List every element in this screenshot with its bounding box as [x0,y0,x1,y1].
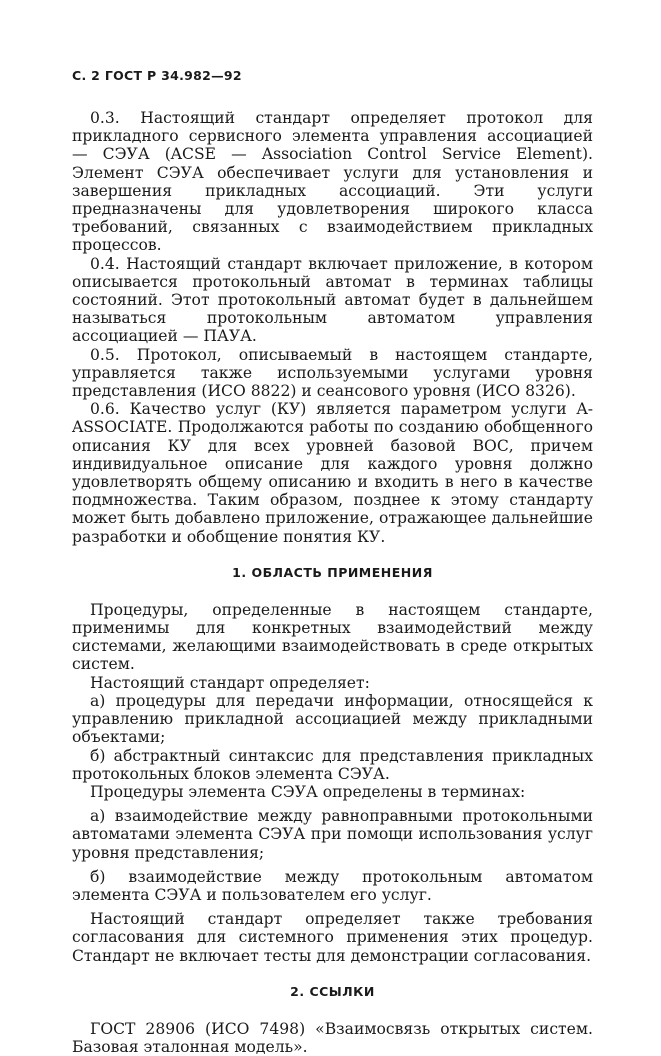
paragraph-0-3: 0.3. Настоящий стандарт определяет протокол для прикладного сервисного элемента управления ассоциацией — СЭУА (ACSE — Association Control Service Element). Элемент СЭУА обеспечивает услуги для установления и завершения прикладных ассоциаций. Эти услуги предназначены для удовлетворения широкого класса требований, связанных с взаимодействием прикладных процессов. [72,109,593,255]
scope-list-item-a2: а) взаимодействие между равноправными протокольными автоматами элемента СЭУА при помощи использования услуг уровня представления; [72,807,593,862]
paragraph-0-4: 0.4. Настоящий стандарт включает приложение, в котором описывается протокольный автомат в терминах таблицы состояний. Этот протокольный автомат будет в дальнейшем называться протокольным автоматом управления ассоциацией — ПАУА. [72,254,593,346]
scope-list-item-b: б) абстрактный синтаксис для представления прикладных протокольных блоков элемента СЭУА. [72,746,593,783]
paragraph-0-6: 0.6. Качество услуг (КУ) является параметром услуги A-ASSOCIATE. Продолжаются работы по созданию обобщенного описания КУ для всех уровней базовой ВОС, причем индивидуальное описание для каждого уровня должно удовлетворять общему описанию и входить в него в качестве подмножества. Таким образом, позднее к этому стандарту может быть добавлено приложение, отражающее дальнейшие разработки и обобщение понятия КУ. [72,400,593,546]
section-2-heading: 2. ССЫЛКИ [290,983,375,999]
scope-paragraph-3: Процедуры элемента СЭУА определены в терминах: [90,782,526,801]
scope-list-item-b2: б) взаимодействие между протокольным автоматом элемента СЭУА и пользователем его услуг. [72,867,593,904]
scope-paragraph-2: Настоящий стандарт определяет: [90,673,370,692]
reference-gost-28906: ГОСТ 28906 (ИСО 7498) «Взаимосвязь открытых систем. Базовая эталонная модель». [72,1019,593,1056]
section-1-heading: 1. ОБЛАСТЬ ПРИМЕНЕНИЯ [232,564,433,580]
scope-paragraph-1: Процедуры, определенные в настоящем стандарте, применимы для конкретных взаимодействий между системами, желающими взаимодействовать в среде открытых систем. [72,600,593,674]
paragraph-0-5: 0.5. Протокол, описываемый в настоящем стандарте, управляется также используемыми услугами уровня представления (ИСО 8822) и сеансового уровня (ИСО 8326). [72,345,593,401]
scope-list-item-a: а) процедуры для передачи информации, относящейся к управлению прикладной ассоциацией между прикладными объектами; [72,691,593,747]
scope-paragraph-4: Настоящий стандарт определяет также требования согласования для системного применения этих процедур. Стандарт не включает тесты для демонстрации согласования. [72,910,593,965]
running-head: С. 2 ГОСТ Р 34.982—92 [72,68,242,83]
